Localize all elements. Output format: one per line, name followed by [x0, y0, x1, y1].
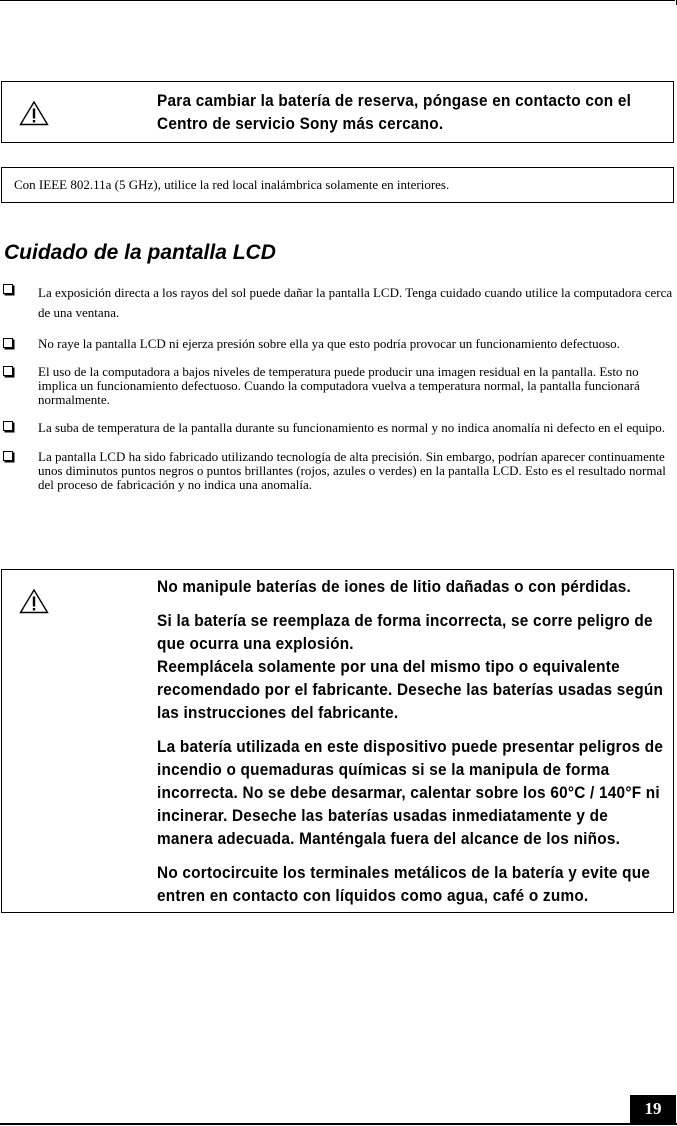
- list-item: [0, 337, 677, 351]
- lithium-battery-warning: [1, 569, 674, 913]
- list-item-text: La exposición directa a los rayos del sol puede dañar la pantalla LCD. Tenga cuidado cuando utilice la computadora cerca de una ventana.: [38, 285, 673, 320]
- warning-line-1: Para cambiar la batería de reserva, póngase en contacto con el: [157, 92, 632, 110]
- page-number: 19: [630, 1095, 676, 1123]
- checkbox-bullet-icon: [3, 284, 13, 294]
- warning-paragraph-3: Reemplácela solamente por una del mismo tipo o equivalente recomendado por el fabricante. Deseche las baterías usadas según las instrucciones del fabricante.: [157, 658, 664, 722]
- note-text: Con IEEE 802.11a (5 GHz), utilice la red local inalámbrica solamente en interiores.: [14, 177, 450, 192]
- warning-triangle-icon: [19, 100, 49, 126]
- warning-text: [157, 576, 664, 908]
- list-item: [0, 420, 677, 436]
- section-title: Cuidado de la pantalla LCD: [4, 241, 276, 264]
- top-rule: [0, 0, 675, 1]
- list-item-text: El uso de la computadora a bajos niveles de temperatura puede producir una imagen residual en la pantalla. Esto no implica un funcionamiento defectuoso. Cuando la computadora vuelva a temperatura normal, la pantalla funcionará normalmente.: [38, 364, 640, 407]
- checkbox-bullet-icon: [3, 338, 13, 348]
- warning-paragraph-2: Si la batería se reemplaza de forma incorrecta, se corre peligro de que ocurra una explosión.: [157, 612, 653, 653]
- warning-line-2: Centro de servicio Sony más cercano.: [157, 115, 444, 133]
- checkbox-bullet-icon: [3, 451, 13, 461]
- list-item-text: La suba de temperatura de la pantalla durante su funcionamiento es normal y no indica anomalía ni defecto en el equipo.: [38, 420, 666, 435]
- warning-paragraph-4: La batería utilizada en este dispositivo puede presentar peligros de incendio o quemaduras químicas si se la manipula de forma incorrecta. No se debe desarmar, calentar sobre los 60°C / 140°F ni incinerar. Deseche las baterías usadas inmediatamente y de manera adecuada. Manténgala fuera del alcance de los niños.: [157, 738, 664, 848]
- lcd-care-list: [0, 286, 677, 502]
- warning-paragraph-1: No manipule baterías de iones de litio dañadas o con pérdidas.: [157, 578, 632, 596]
- list-item: [0, 365, 677, 407]
- list-item: [0, 450, 677, 492]
- warning-text: [157, 90, 664, 136]
- warning-paragraph-5: No cortocircuite los terminales metálicos de la batería y evite que entren en contacto con líquidos como agua, café o zumo.: [157, 864, 651, 905]
- warning-triangle-icon: [19, 588, 49, 614]
- checkbox-bullet-icon: [3, 421, 13, 431]
- list-item-text: La pantalla LCD ha sido fabricado utilizando tecnología de alta precisión. Sin embargo, podrían aparecer continuamente unos diminutos puntos negros o puntos brillantes (rojos, azules o verdes) en la pantalla LCD. Esto es el resultado normal del proceso de fabricación y no indica una anomalía.: [38, 449, 666, 492]
- wireless-lan-note: [1, 167, 674, 203]
- battery-replacement-warning: [1, 81, 674, 143]
- checkbox-bullet-icon: [3, 366, 13, 376]
- list-item-text: No raye la pantalla LCD ni ejerza presión sobre ella ya que esto podría provocar un funcionamiento defectuoso.: [38, 336, 620, 351]
- bottom-rule: [0, 1123, 677, 1125]
- list-item: [0, 283, 677, 323]
